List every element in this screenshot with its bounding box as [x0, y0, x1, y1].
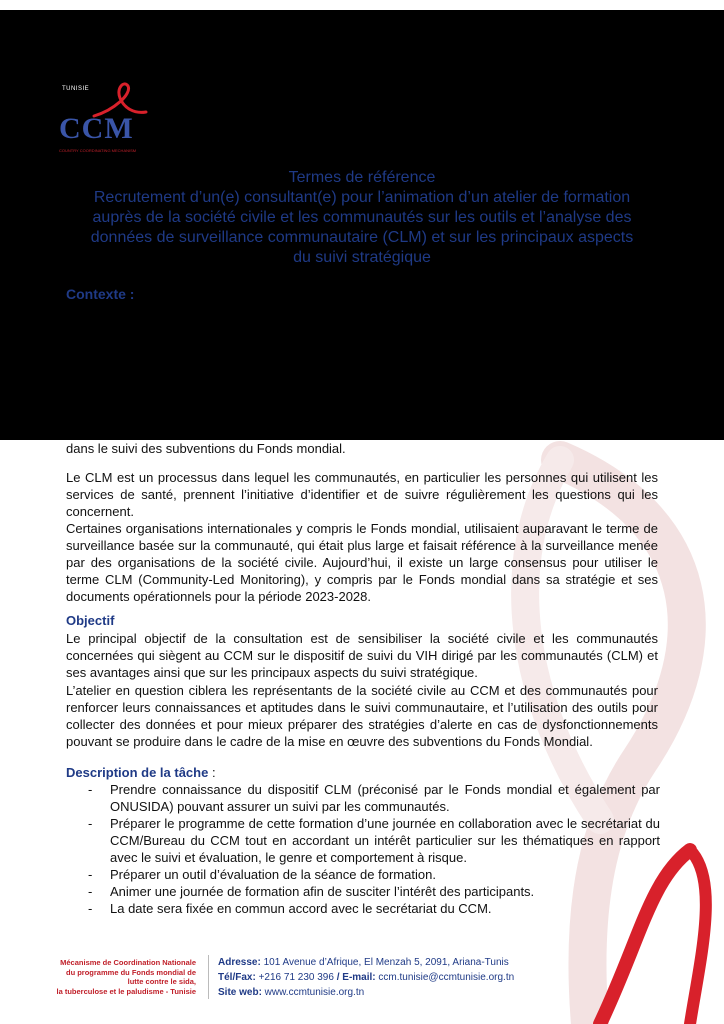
logo-country: TUNISIE: [62, 86, 90, 92]
phone-value: +216 71 230 396: [255, 972, 334, 983]
ccm-logo: [54, 82, 154, 157]
email-link[interactable]: ccm.tunisie@ccmtunisie.org.tn: [375, 972, 515, 983]
footer-divider: [208, 955, 209, 999]
footer-contact: [218, 955, 514, 1000]
objective-paragraph: L’atelier en question ciblera les représentants de la société civile au CCM et des communautés pour renforcer leurs connaissances et aptitudes dans le suivi communautaire, et l’utilisation des outils pour collecter des données et pour mieux préparer des stratégies d’alerte en cas de dysfonctionnements pouvant se produire dans le cadre de la mise en œuvre des subventions du Fonds Mondial.: [66, 683, 658, 749]
footer-website: [218, 985, 514, 1000]
list-item: - Prendre connaissance du dispositif CLM (préconisé par le Fonds mondial et également par ONUSIDA) pouvant assurer un suivi par les communautés.: [88, 781, 660, 815]
list-item: - Préparer un outil d’évaluation de la séance de formation.: [88, 866, 660, 883]
footer-organization: [40, 958, 196, 996]
document-title: [60, 168, 664, 268]
context-paragraph: Certaines organisations internationales y compris le Fonds mondial, utilisaient auparavant le terme de surveillance basée sur la communauté, qui était plus large et faisait référence à la surveillance menée par des organisations de la société civile. Aujourd’hui, il existe un large consensus pour utiliser le terme CLM (Community-Led Monitoring), y compris par le Fonds mondial dans sa stratégie et ses documents opérationnels pour la période 2023-2028.: [66, 521, 658, 604]
context-partial-line: dans le suivi des subventions du Fonds mondial.: [66, 441, 346, 456]
address-label: Adresse:: [218, 957, 261, 968]
footer-org-line: la tuberculose et le paludisme - Tunisie: [56, 986, 196, 996]
footer-phone-email: [218, 970, 514, 985]
site-label: Site web:: [218, 987, 262, 998]
title-line: du suivi stratégique: [293, 249, 431, 266]
list-item: - La date sera fixée en commun accord avec le secrétariat du CCM.: [88, 900, 660, 917]
footer-address: [218, 955, 514, 970]
address-value: 101 Avenue d’Afrique, El Menzah 5, 2091, Ariana-Tunis: [260, 957, 509, 968]
tasks-heading: [66, 765, 216, 780]
logo-text: CCM: [59, 112, 134, 145]
tasks-heading-colon: :: [208, 765, 216, 780]
title-line: Recrutement d’un(e) consultant(e) pour l’animation d’un atelier de formation: [93, 189, 631, 206]
objective-heading: Objectif: [66, 613, 115, 628]
title-line: auprès de la société civile et les communautés sur les outils et l’analyse des: [92, 209, 632, 226]
title-line: Termes de référence: [288, 169, 436, 186]
task-list: [88, 781, 660, 917]
objective-paragraph: Le principal objectif de la consultation est de sensibiliser la société civile et les communautés concernées qui siègent au CCM sur le dispositif de suivi du VIH dirigé par les communautés (CLM) et ses avantages ainsi que sur les principaux aspects du suivi stratégique.: [66, 631, 658, 680]
title-line: données de surveillance communautaire (CLM) et sur les principaux aspects: [90, 229, 634, 246]
logo-subtitle: COUNTRY COORDINATING MECHANISM: [59, 148, 137, 153]
context-paragraph: Le CLM est un processus dans lequel les communautés, en particulier les personnes qui utilisent les services de santé, prennent l’initiative d’identifier et de suivre régulièrement les questions qui les concernent.: [66, 470, 658, 519]
footer-org-line: lutte contre le sida,: [127, 977, 196, 986]
footer-org-line: du programme du Fonds mondial de: [65, 967, 196, 977]
tasks-heading-label: Description de la tâche: [66, 765, 209, 780]
email-label: / E-mail:: [333, 972, 376, 983]
list-item: - Animer une journée de formation afin de susciter l’intérêt des participants.: [88, 883, 660, 900]
phone-label: Tél/Fax:: [218, 972, 256, 983]
footer-org-line: Mécanisme de Coordination Nationale: [60, 958, 196, 967]
context-heading: Contexte :: [66, 286, 135, 302]
website-link[interactable]: www.ccmtunisie.org.tn: [261, 987, 365, 998]
list-item: - Préparer le programme de cette formation d’une journée en collaboration avec le secrétariat du CCM/Bureau du CCM tout en accordant un intérêt particulier sur les thématiques en rapport avec le suivi et évaluation, le genre et comportement à risque.: [88, 815, 660, 866]
